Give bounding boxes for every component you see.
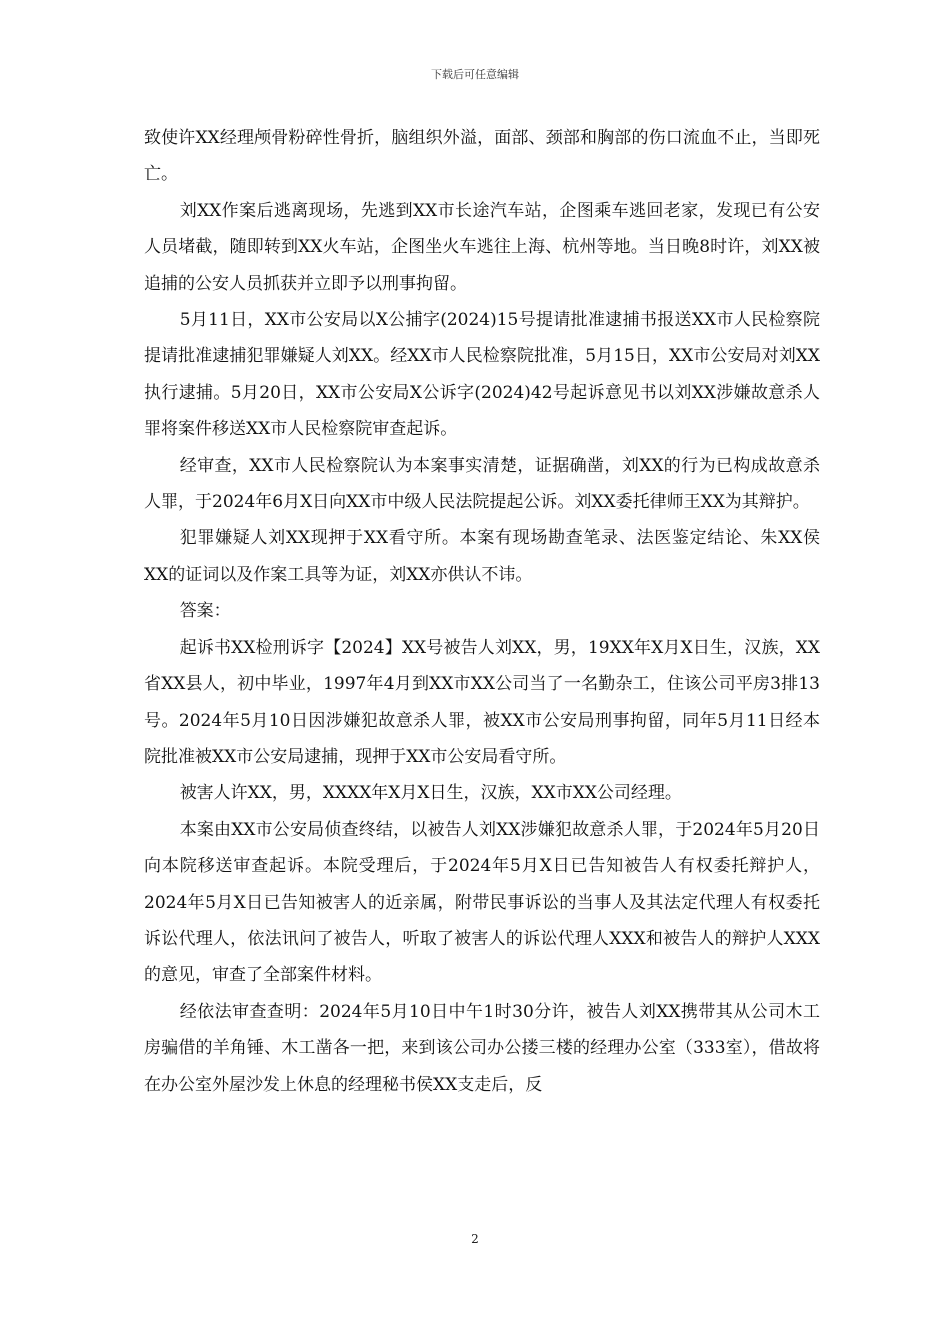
paragraph-arrest: 5月11日，XX市公安局以X公捕字(2024)15号提请批准逮捕书报送XX市人民检察院提请批准逮捕犯罪嫌疑人刘XX。经XX市人民检察院批准，5月15日，XX市公安局对刘XX执行逮捕。5月20日，XX市公安局X公诉字(2024)42号起诉意见书以刘XX涉嫌故意杀人罪将案件移送XX市人民检察院审查起诉。 (144, 310, 820, 440)
page-header-note: 下载后可任意编辑 (431, 68, 519, 81)
paragraph-indictment-defendant: 起诉书XX检刑诉字【2024】XX号被告人刘XX，男，19XX年X月X日生，汉族，XX省XX县人，初中毕业，1997年4月到XX市XX公司当了一名勤杂工，住该公司平房3排13号。2024年5月10日因涉嫌犯故意杀人罪，被XX市公安局刑事拘留，同年5月11日经本院批准被XX市公安局逮捕，现押于XX市公安局看守所。 (144, 637, 820, 767)
paragraph-answer-label: 答案： (179, 601, 231, 622)
paragraph-continuation: 致使许XX经理颅骨粉碎性骨折，脑组织外溢，面部、颈部和胸部的伤口流血不止，当即死亡。 (144, 128, 820, 185)
paragraph-review: 经审查，XX市人民检察院认为本案事实清楚，证据确凿，刘XX的行为已构成故意杀人罪，于2024年6月X日向XX市中级人民法院提起公诉。刘XX委托律师王XX为其辩护。 (144, 455, 820, 513)
page-number: 2 (471, 1232, 479, 1246)
paragraph-findings: 经依法审查查明：2024年5月10日中午1时30分许，被告人刘XX携带其从公司木工房骗借的羊角锤、木工凿各一把，来到该公司办公搂三楼的经理办公室（333室），借故将在办公室外屋沙发上休息的经理秘书侯XX支走后，反 (144, 1001, 820, 1095)
paragraph-procedure: 本案由XX市公安局侦查终结，以被告人刘XX涉嫌犯故意杀人罪，于2024年5月20日向本院移送审查起诉。本院受理后，于2024年5月X日已告知被告人有权委托辩护人，2024年5月X日已告知被害人的近亲属，附带民事诉讼的当事人及其法定代理人有权委托诉讼代理人，依法讯问了被告人，听取了被害人的诉讼代理人XXX和被告人的辩护人XXX的意见，审查了全部案件材料。 (144, 819, 820, 986)
paragraph-escape: 刘XX作案后逃离现场，先逃到XX市长途汽车站，企图乘车逃回老家，发现已有公安人员堵截，随即转到XX火车站，企图坐火车逃往上海、杭州等地。当日晚8时许，刘XX被追捕的公安人员抓获并立即予以刑事拘留。 (144, 200, 820, 294)
paragraph-custody: 犯罪嫌疑人刘XX现押于XX看守所。本案有现场勘查笔录、法医鉴定结论、朱XX侯XX的证词以及作案工具等为证，刘XX亦供认不讳。 (144, 528, 820, 585)
document-body (144, 120, 820, 1103)
paragraph-victim: 被害人许XX，男，XXXX年X月X日生，汉族，XX市XX公司经理。 (179, 783, 682, 804)
